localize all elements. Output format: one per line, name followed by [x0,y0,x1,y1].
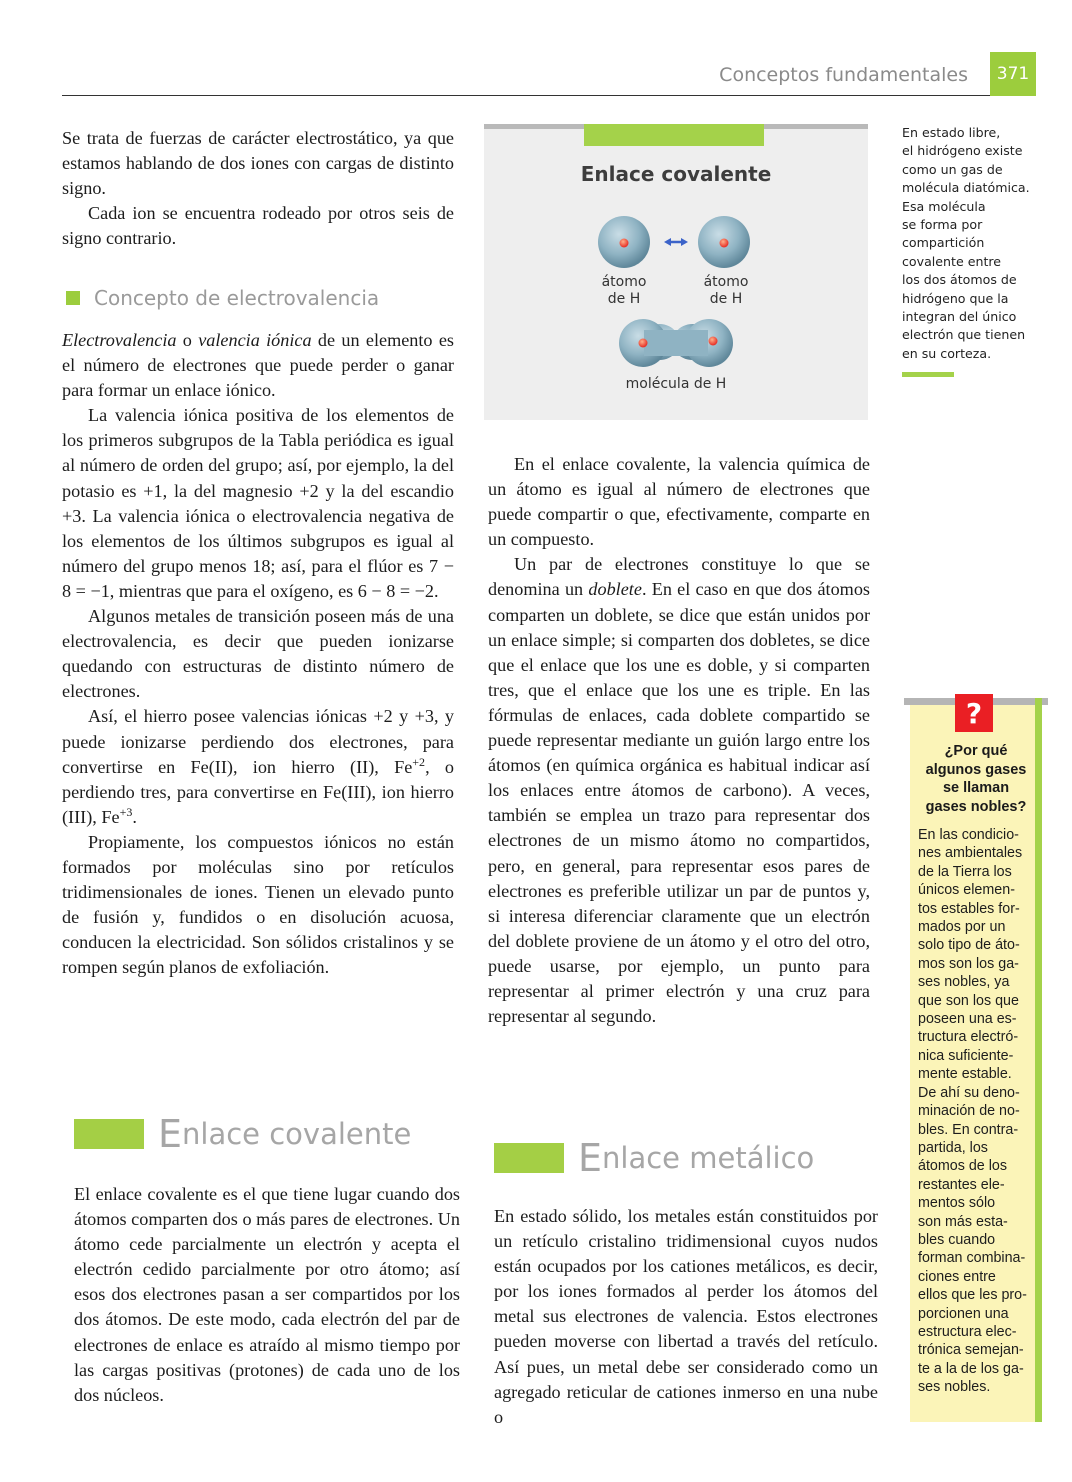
text-run: Un par de electrones constituye lo que se denomina un [488,554,870,600]
body-line: En las condicio- [918,827,1019,843]
green-bar [494,1143,564,1173]
body-line: De ahí su deno- [918,1084,1020,1101]
body-line: ellos que les pro- [918,1287,1027,1304]
note-line: en su corteza. [902,345,992,361]
note-line: electrón que tienen [902,327,1026,343]
nucleus [620,239,629,248]
body-line: ses nobles, ya [918,974,1010,991]
note-line: como un gas de [902,161,1003,177]
question-body [918,826,1036,1397]
body-line: únicos elemen- [918,882,1015,899]
body-line: que son los que [918,992,1019,1009]
term-doblete: doblete [588,579,642,600]
page-number: 371 [990,52,1036,96]
paragraph: El enlace covalente es el que tiene lugar cuando dos átomos comparten dos o más pares de electrones. Un átomo cede parcialmente un electrón y acepta el electrón cedido parcialmente por otro átomo; así esos dos electrones pasan a ser compartidos por los dos átomos. De este modo, cada electrón del par de electrones de enlace es atraído al mismo tiempo por las cargas positivas (protones) de cada uno de los dos núcleos. [74,1184,460,1405]
body-line: mados por un [918,919,1006,936]
definition-paragraph [62,328,454,403]
body-line: trónica semejan- [918,1342,1024,1359]
superscript: +3 [119,804,133,819]
body-line: estructura elec- [918,1323,1017,1340]
left-column-body [62,328,454,980]
term-valencia-ionica: valencia iónica [198,330,312,350]
definition-text: de un elemento es el número de electrones que puede perder o ganar para formar un enlace iónico. [62,330,454,401]
note-line: los dos átomos de [902,272,1017,288]
figure-title: Enlace covalente [580,162,772,186]
text-run: . [132,806,137,827]
paragraph: En el enlace covalente, la valencia química de un átomo es igual al número de electrones que puede compartir o que, efectivamente, comparte en un compuesto. [488,454,870,550]
text-run: , o perdiendo tres, para convertirse en Fe(III), ion hierro (III), Fe [62,756,454,827]
atom-label-left: átomo de H [601,274,647,307]
green-square-bullet [66,291,80,305]
body-line: poseen una es- [918,1011,1017,1028]
paragraph-doublet [488,552,870,1029]
body-line: mentos sólo [918,1195,996,1212]
body-line: bles. En contra- [918,1121,1019,1138]
note-line: compartición [902,235,985,251]
question-mark-icon: ? [955,694,993,732]
question-box [910,698,1042,1422]
body-line: átomos de los [918,1158,1008,1175]
heading-text: nlace metálico [602,1141,815,1175]
body-line: solo tipo de áto- [918,937,1020,954]
running-header-title: Conceptos fundamentales [719,64,968,86]
heading-text: nlace covalente [182,1117,412,1151]
term-electrovalencia: Electrovalencia [62,330,177,350]
body-line: ciones entre [918,1268,996,1285]
paragraph: Cada ion se encuentra rodeado por otros seis de signo contrario. [62,203,454,249]
double-arrow-icon [664,238,688,246]
paragraph: Algunos metales de transición poseen más de una electrovalencia, es decir que pueden ionizarse quedando con estructuras de distinto número de electrones. [62,606,454,702]
body-line: bles cuando [918,1231,996,1248]
paragraph: La valencia iónica positiva de los elementos de los primeros subgrupos de la Tabla periódica es igual al número de orden del grupo; así, por ejemplo, la del potasio es +1, la del magnesio +2 y la del escandio +3. La valencia iónica o electrovalencia negativa de los elementos de los últimos subgrupos es igual al número del grupo menos 18; así, para el flúor es 7 − 8 = −1, mientras que para el oxígeno, es 6 − 8 = −2. [62,405,454,601]
heading-enlace-covalente [74,1112,411,1156]
figure-enlace-covalente [484,124,868,420]
margin-note [902,124,1052,363]
nucleus [709,337,718,346]
heading-initial: E [158,1112,183,1156]
conjunction: o [176,330,199,350]
heading-initial: E [578,1136,603,1180]
text-run: Así, el hierro posee valencias iónicas +2 y +3, y puede ionizarse perdiendo dos electrones, para convertirse en Fe(II), ion hierro (II), Fe [62,706,454,777]
nucleus [639,339,648,348]
body-line: te a la de los ga- [918,1360,1024,1377]
body-line: de la Tierra los [918,863,1012,880]
right-column-body [488,452,870,1029]
margin-note-green-bar [902,372,954,377]
note-line: integran del único [902,309,1017,325]
note-line: el hidrógeno existe [902,143,1023,159]
green-bar [74,1119,144,1149]
text-run: . En el caso en que dos átomos comparten un doblete, se dice que están unidos por un enlace simple; si comparten dos dobletes, se dice que el enlace que los une es doble, y si comparten tres, que el enlace que los une es triple. En las fórmulas de enlaces, cada doblete compartido se puede representar mediante un guión largo entre los átomos (en química orgánica es habitual indicar así los enlaces entre átomos de carbono). A veces, también se emplea un trazo para representar dos electrones de un mismo átomo no compartidos, pero, en general, para representar esos pares de electrones es preferible utilizar un par de puntos y, si interesa diferenciar claramente que un electrón del doblete proviene de un átomo y el otro del otro, puede usarse, por ejemplo, un punto para representar al primer electrón y una cruz para representar al segundo. [488,579,870,1027]
body-line: tos estables for- [918,900,1020,917]
atom-h-left [598,216,650,268]
note-line: se forma por [902,217,983,233]
body-line: partida, los [918,1139,988,1156]
note-line: Esa molécula [902,198,986,214]
left-column-top [62,126,454,251]
body-line: tructura electró- [918,1029,1019,1046]
note-line: En estado libre, [902,125,1001,140]
question-title: ¿Por qué algunos gases se llaman gases nobles? [925,743,1027,815]
paragraph: En estado sólido, los metales están constituidos por un retículo cristalino tridimensional cuyos nudos están ocupados por los cationes metálicos, es decir, por los iones formados al perder los átomos del metal sus electrones de valencia. Estos electrones pueden moverse con libertad a través del retículo. Así pues, un metal debe ser considerado como un agregado reticular de cationes inmerso en una nube o [494,1206,878,1427]
body-line: mente estable. [918,1066,1012,1083]
body-line: ses nobles. [918,1379,991,1396]
molecule-h2 [619,319,733,367]
paragraph: Propiamente, los compuestos iónicos no están formados por moléculas sino por retículos tridimensionales de iones. Tienen un elevado punto de fusión y, fundidos o en disolución acuosa, conducen la electricidad. Son sólidos cristalinos y se rompen según planos de exfoliación. [62,831,454,978]
body-line: porcionen una [918,1305,1009,1322]
subheading-electrovalencia [66,286,379,310]
note-line: hidrógeno que la [902,290,1009,306]
molecule-label: molécula de H [625,376,727,392]
body-line: nes ambientales [918,845,1023,862]
subheading-text: Concepto de electrovalencia [94,286,380,310]
heading-enlace-metalico [494,1136,814,1180]
metallic-body [494,1204,878,1430]
body-line: minación de no- [918,1103,1020,1120]
atom-label-right: átomo de H [703,274,749,307]
nucleus [720,239,729,248]
body-line: son más esta- [918,1213,1008,1230]
note-line: molécula diatómica. [902,180,1030,196]
note-line: covalente entre [902,253,1002,269]
covalent-body [74,1182,460,1408]
atom-h-right [698,216,750,268]
body-line: nica suficiente- [918,1047,1014,1064]
superscript: +2 [412,754,426,769]
body-line: forman combina- [918,1250,1026,1267]
body-line: mos son los ga- [918,955,1019,972]
paragraph: Se trata de fuerzas de carácter electrostático, ya que estamos hablando de dos iones con cargas de distinto signo. [62,128,454,199]
body-line: restantes ele- [918,1176,1005,1193]
header-rule [62,95,990,96]
paragraph-iron [62,704,454,829]
